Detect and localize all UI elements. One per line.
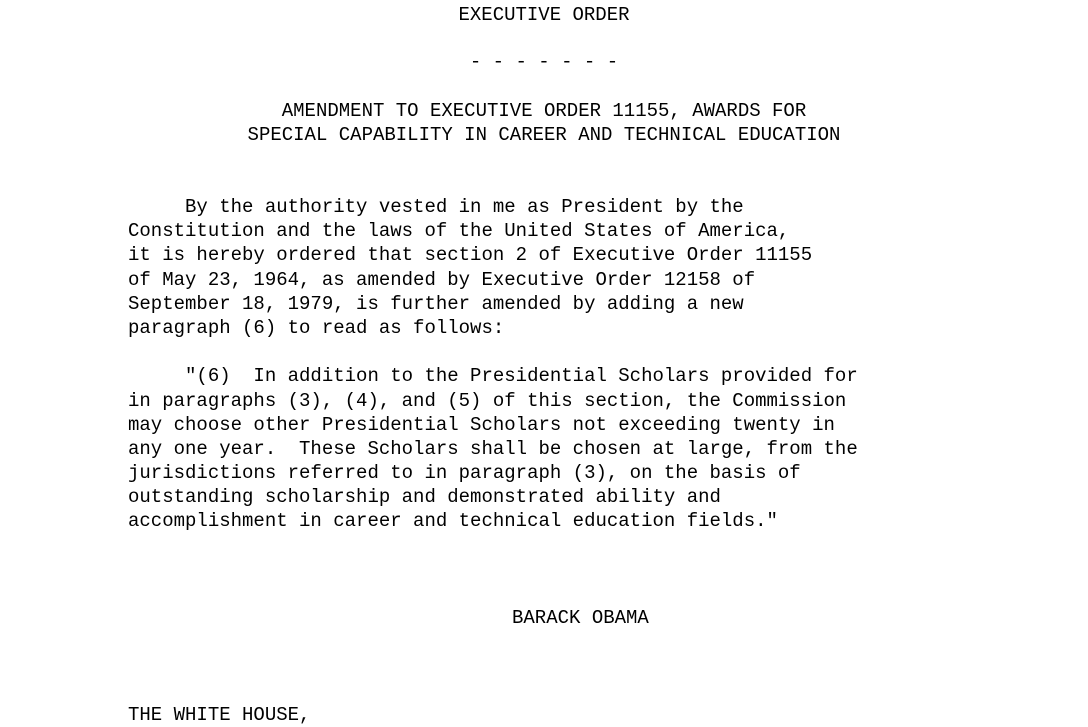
footer-location: THE WHITE HOUSE, (128, 704, 311, 726)
paragraph-2-line: accomplishment in career and technical education fields." (128, 510, 778, 532)
title-line-2: SPECIAL CAPABILITY IN CAREER AND TECHNICAL EDUCATION (247, 124, 841, 146)
paragraph-2-line: any one year. These Scholars shall be chosen at large, from the (128, 438, 858, 460)
paragraph-2-line: in paragraphs (3), (4), and (5) of this section, the Commission (128, 390, 847, 412)
document-heading: EXECUTIVE ORDER (458, 4, 630, 26)
paragraph-1-line: By the authority vested in me as President by the (128, 196, 744, 218)
paragraph-1-line: it is hereby ordered that section 2 of Executive Order 11155 (128, 244, 813, 266)
paragraph-2-line: may choose other Presidential Scholars not exceeding twenty in (128, 414, 835, 436)
title-line-1: AMENDMENT TO EXECUTIVE ORDER 11155, AWARDS FOR (281, 100, 807, 122)
paragraph-2-line: "(6) In addition to the Presidential Scholars provided for (128, 365, 858, 387)
heading-separator: - - - - - - - (469, 51, 619, 73)
paragraph-2-line: outstanding scholarship and demonstrated ability and (128, 486, 721, 508)
paragraph-1-line: September 18, 1979, is further amended by adding a new (128, 293, 744, 315)
signature: BARACK OBAMA (512, 607, 649, 629)
paragraph-1-line: of May 23, 1964, as amended by Executive Order 12158 of (128, 269, 756, 291)
paragraph-1-line: Constitution and the laws of the United States of America, (128, 220, 790, 242)
paragraph-1-line: paragraph (6) to read as follows: (128, 317, 505, 339)
paragraph-2-line: jurisdictions referred to in paragraph (3), on the basis of (128, 462, 801, 484)
